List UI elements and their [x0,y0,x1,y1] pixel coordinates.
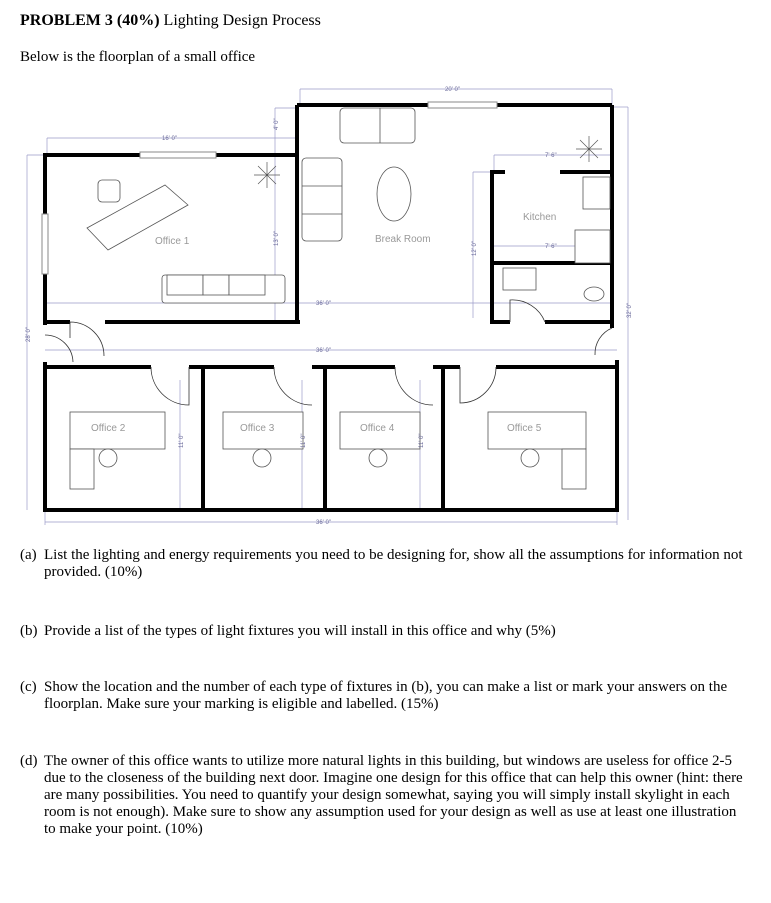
question-a [20,547,745,581]
kitchen-counter [575,230,610,263]
dim-kitchen-top: 7' 6" [545,153,557,159]
office1-chair [98,180,120,202]
room-label-break-room: Break Room [375,234,431,245]
question-text: The owner of this office wants to utilize more natural lights in this building, but windows are useless for office 2-5 due to the closeness of the building next door. Imagine one design for this office that can help this owner (hint: there are many possibilities. You need to quantify your design somewhat, saying you will simply install skylight in each room is not enough). Make sure to show any assumption used for your design as well as use at least one illustration to make your point. (10%) [44,753,743,837]
question-text: List the lighting and energy requirements you need to be designing for, show all the assumptions for information not provided. (10%) [44,547,743,580]
dim-kitchen-height: 12' 0" [472,241,478,256]
dim-left-height: 28' 0" [26,327,32,342]
dim-office2-depth: 11' 0" [179,433,185,448]
dim-corridor-width: 36' 0" [316,348,331,354]
bath-sink [503,268,536,290]
break-sofa-left [302,158,342,241]
question-letter: (a) [20,547,37,563]
question-d [20,753,745,838]
intro-text: Below is the floorplan of a small office [20,49,256,65]
dim-upper-width: 36' 0" [316,301,331,307]
break-sofa-top [340,108,415,143]
dim-office1-width: 16' 0" [162,136,177,142]
question-letter: (d) [20,753,38,769]
room-label-kitchen: Kitchen [523,212,557,223]
room-label-office3: Office 3 [240,423,275,434]
room-label-office4: Office 4 [360,423,395,434]
question-letter: (c) [20,679,37,695]
room-label-office2: Office 2 [91,423,126,434]
dim-kitchen-mid: 7' 6" [545,244,557,250]
question-b [20,623,745,640]
question-c [20,679,745,713]
dim-office3-depth: 11' 0" [301,433,307,448]
break-table [377,167,411,221]
dim-bottom-width: 36' 0" [316,520,331,526]
toilet [584,287,604,301]
question-text: Provide a list of the types of light fixtures you will install in this office and why (5%) [44,623,556,639]
room-label-office1: Office 1 [155,236,190,247]
question-letter: (b) [20,623,38,639]
problem-topic: Lighting Design Process [163,12,321,29]
question-text: Show the location and the number of each type of fixtures in (b), you can make a list or mark your answers on the floorplan. Make sure your marking is eligible and labelled. (15%) [44,679,728,712]
dim-right-height: 32' 0" [627,303,633,318]
dim-office1-height: 13' 0" [274,231,280,246]
kitchen-sink [583,177,610,209]
dim-break-width: 20' 0" [445,87,460,93]
dim-office4-depth: 11' 0" [419,433,425,448]
problem-number: PROBLEM 3 (40%) [20,12,160,29]
room-label-office5: Office 5 [507,423,542,434]
dim-office1-offset: 4' 0" [274,118,280,130]
